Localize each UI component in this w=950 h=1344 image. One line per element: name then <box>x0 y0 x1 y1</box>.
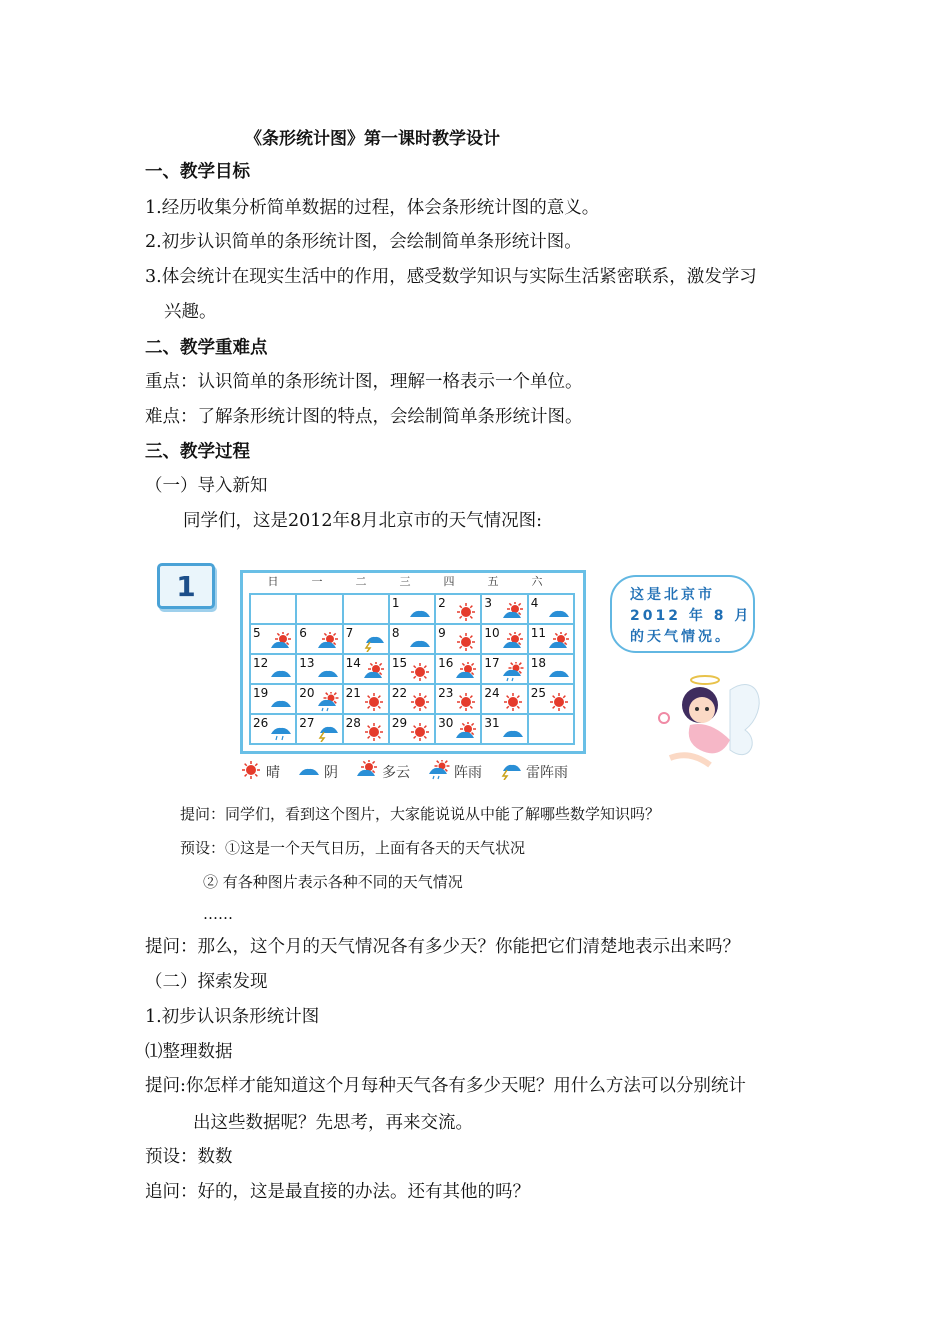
sunny-weather-icon <box>454 602 478 622</box>
day-number: 22 <box>391 686 408 700</box>
shower-weather-icon <box>316 692 340 712</box>
day-number: 29 <box>391 716 408 730</box>
calendar-day <box>297 595 343 625</box>
key-point: 重点：认识简单的条形统计图，理解一格表示一个单位。 <box>145 372 583 392</box>
speech-bubble: 这是北京市 2012 年 8 月 的天气情况。 <box>610 575 755 653</box>
calendar-day <box>390 655 436 685</box>
legend-item <box>498 760 568 784</box>
calendar-day <box>344 715 390 745</box>
calendar-day <box>529 625 575 655</box>
weekday-header <box>243 573 583 591</box>
calendar-day <box>482 655 528 685</box>
weekday-label: 六 <box>531 575 543 588</box>
calendar-day <box>297 625 343 655</box>
cloudy-weather-icon <box>316 662 340 682</box>
partly-weather-icon <box>547 632 571 652</box>
weekday-label: 一 <box>311 575 323 588</box>
partly-weather-icon <box>354 760 380 784</box>
legend-label: 阵雨 <box>454 765 482 781</box>
cloudy-weather-icon <box>269 692 293 712</box>
day-number: 17 <box>484 656 500 670</box>
sunny-weather-icon <box>454 632 478 652</box>
objective-item: 1.经历收集分析简单数据的过程，体会条形统计图的意义。 <box>145 198 600 218</box>
day-number: 20 <box>299 686 315 700</box>
calendar-day <box>251 685 297 715</box>
calendar-day <box>482 595 528 625</box>
day-number: 21 <box>345 686 361 700</box>
calendar-day <box>344 595 390 625</box>
calendar-day <box>297 715 343 745</box>
calendar-day <box>436 685 482 715</box>
calendar-day <box>529 595 575 625</box>
calendar-day <box>251 625 297 655</box>
objective-item: 3.体会统计在现实生活中的作用，感受数学知识与实际生活紧密联系，激发学习 <box>145 267 757 287</box>
preset-answer: 预设：数数 <box>145 1147 233 1167</box>
question-text: 提问：同学们，看到这个图片，大家能说说从中能了解哪些数学知识吗？ <box>180 805 661 823</box>
cloudy-weather-icon <box>501 722 525 742</box>
legend-label: 多云 <box>382 765 410 781</box>
sunny-weather-icon <box>501 692 525 712</box>
day-number: 31 <box>484 716 500 730</box>
day-number: 15 <box>391 656 408 670</box>
storm-weather-icon <box>362 632 386 652</box>
legend-item <box>296 760 338 784</box>
weekday-label: 五 <box>487 575 499 588</box>
day-number: 28 <box>345 716 361 730</box>
section-heading: 二、教学重难点 <box>145 338 268 358</box>
calendar-day <box>436 715 482 745</box>
day-number: 23 <box>438 686 454 700</box>
sunny-weather-icon <box>547 692 571 712</box>
rain-weather-icon <box>269 722 293 742</box>
day-number: 4 <box>530 596 539 610</box>
day-number: 3 <box>484 596 493 610</box>
sunny-weather-icon <box>238 760 264 784</box>
day-number: 30 <box>438 716 454 730</box>
calendar-day <box>482 625 528 655</box>
ellipsis: …… <box>203 905 233 923</box>
partly-weather-icon <box>501 632 525 652</box>
calendar-day <box>297 685 343 715</box>
day-number: 5 <box>253 626 261 640</box>
weather-calendar-figure <box>152 560 752 786</box>
partly-weather-icon <box>316 632 340 652</box>
day-number: 7 <box>345 626 354 640</box>
day-number: 1 <box>391 596 400 610</box>
weekday-label: 三 <box>399 575 411 588</box>
calendar-day <box>529 685 575 715</box>
day-number: 19 <box>253 686 269 700</box>
intro-text: 同学们，这是2012年8月北京市的天气情况图: <box>183 511 543 531</box>
fairy-illustration <box>650 670 770 790</box>
shower-weather-icon <box>501 662 525 682</box>
question-text: 提问:你怎样才能知道这个月每种天气各有多少天呢？用什么方法可以分别统计 <box>145 1076 746 1096</box>
sunny-weather-icon <box>408 722 432 742</box>
difficult-point: 难点：了解条形统计图的特点，会绘制简单条形统计图。 <box>145 407 583 427</box>
question-text-continued: 出这些数据呢？先思考，再来交流。 <box>193 1113 473 1133</box>
calendar-day <box>529 655 575 685</box>
step-heading: 1.初步认识条形统计图 <box>145 1007 320 1027</box>
cloudy-weather-icon <box>296 760 322 784</box>
sunny-weather-icon <box>408 662 432 682</box>
step-subheading: ⑴整理数据 <box>145 1042 233 1062</box>
partly-weather-icon <box>501 602 525 622</box>
day-number: 24 <box>484 686 500 700</box>
calendar-day <box>482 685 528 715</box>
page-title: 《条形统计图》第一课时教学设计 <box>245 129 500 149</box>
cloudy-weather-icon <box>408 632 432 652</box>
legend-label: 阴 <box>324 765 338 781</box>
partly-weather-icon <box>362 662 386 682</box>
example-badge: 1 <box>157 563 215 609</box>
calendar-day <box>436 595 482 625</box>
legend-item <box>426 760 482 784</box>
calendar-day <box>390 595 436 625</box>
calendar-day <box>344 625 390 655</box>
day-number: 10 <box>484 626 500 640</box>
cloudy-weather-icon <box>547 602 571 622</box>
calendar-day <box>344 655 390 685</box>
follow-up-question: 追问：好的，这是最直接的办法。还有其他的吗？ <box>145 1182 530 1202</box>
calendar-day <box>436 655 482 685</box>
cloudy-weather-icon <box>269 662 293 682</box>
day-number: 9 <box>438 626 446 640</box>
day-number: 13 <box>299 656 315 670</box>
storm-weather-icon <box>498 760 524 784</box>
day-number: 26 <box>253 716 269 730</box>
calendar-day <box>390 625 436 655</box>
partly-weather-icon <box>269 632 293 652</box>
subsection-heading: （一）导入新知 <box>145 476 268 496</box>
day-number: 27 <box>299 716 315 730</box>
objective-item-continued: 兴趣。 <box>164 302 217 322</box>
weather-legend <box>238 760 568 784</box>
legend-item <box>238 760 280 784</box>
legend-label: 雷阵雨 <box>526 765 568 781</box>
weather-calendar <box>240 570 586 754</box>
sunny-weather-icon <box>454 692 478 712</box>
day-number: 12 <box>253 656 269 670</box>
storm-weather-icon <box>316 722 340 742</box>
calendar-day <box>482 715 528 745</box>
calendar-day <box>436 625 482 655</box>
preset-answer: 预设：①这是一个天气日历，上面有各天的天气状况 <box>180 839 526 857</box>
day-number: 2 <box>438 596 446 610</box>
weekday-label: 四 <box>443 575 455 588</box>
partly-weather-icon <box>454 722 478 742</box>
calendar-day <box>529 715 575 745</box>
day-number: 16 <box>438 656 454 670</box>
preset-answer: ② 有各种图片表示各种不同的天气情况 <box>203 873 463 891</box>
cloudy-weather-icon <box>547 662 571 682</box>
calendar-day <box>297 655 343 685</box>
subsection-heading: （二）探索发现 <box>145 972 268 992</box>
weekday-label: 日 <box>267 575 279 588</box>
day-number: 11 <box>530 626 546 640</box>
shower-weather-icon <box>426 760 452 784</box>
sunny-weather-icon <box>362 692 386 712</box>
cloudy-weather-icon <box>408 602 432 622</box>
day-number: 8 <box>391 626 400 640</box>
day-number: 25 <box>530 686 546 700</box>
calendar-grid <box>249 593 575 745</box>
partly-weather-icon <box>454 662 478 682</box>
weekday-label: 二 <box>355 575 367 588</box>
question-text: 提问：那么，这个月的天气情况各有多少天？你能把它们清楚地表示出来吗？ <box>145 937 740 957</box>
section-heading: 一、教学目标 <box>145 162 250 182</box>
sunny-weather-icon <box>362 722 386 742</box>
objective-item: 2.初步认识简单的条形统计图，会绘制简单条形统计图。 <box>145 232 582 252</box>
calendar-day <box>251 655 297 685</box>
calendar-day <box>251 715 297 745</box>
calendar-day <box>344 685 390 715</box>
legend-item <box>354 760 410 784</box>
calendar-day <box>251 595 297 625</box>
day-number: 14 <box>345 656 361 670</box>
calendar-day <box>390 685 436 715</box>
day-number: 18 <box>530 656 546 670</box>
calendar-day <box>390 715 436 745</box>
day-number: 6 <box>299 626 307 640</box>
sunny-weather-icon <box>408 692 432 712</box>
legend-label: 晴 <box>266 765 280 781</box>
section-heading: 三、教学过程 <box>145 442 250 462</box>
